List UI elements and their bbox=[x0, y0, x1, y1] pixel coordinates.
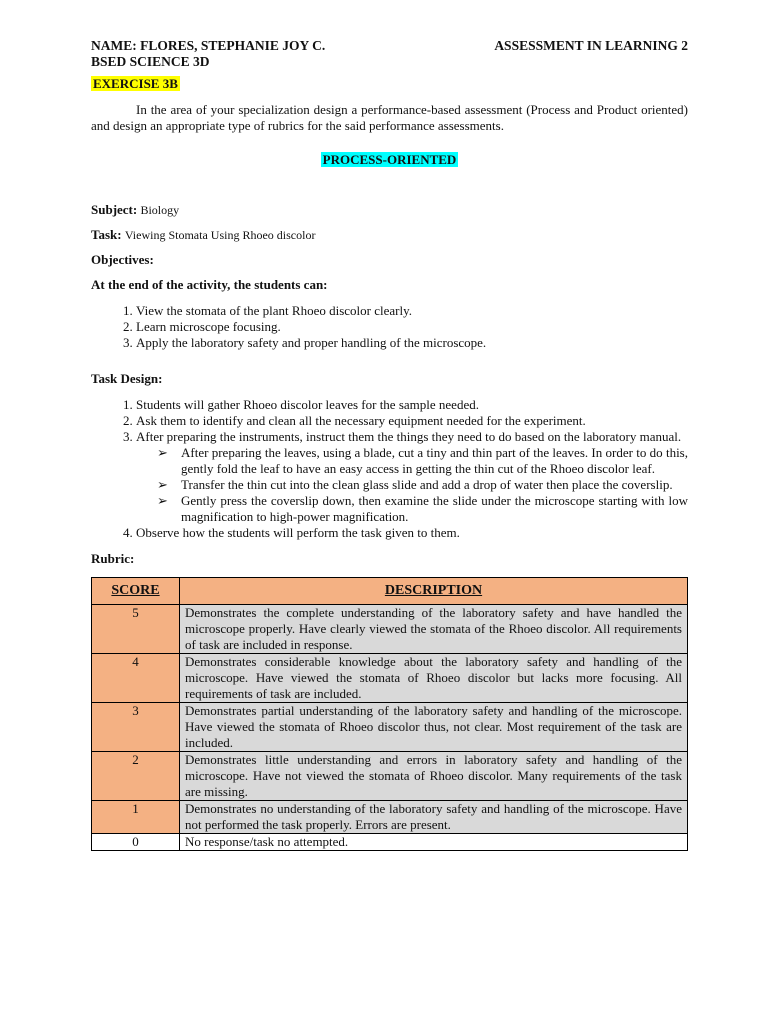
rubric-row bbox=[92, 654, 688, 703]
task-design-item: 2. Ask them to identify and clean all the necessary equipment needed for the experiment. bbox=[136, 413, 688, 429]
score-header: SCORE bbox=[92, 578, 180, 605]
score-cell: 1 bbox=[92, 801, 180, 834]
rubric-header-row bbox=[92, 578, 688, 605]
score-cell: 0 bbox=[92, 834, 180, 851]
description-cell: Demonstrates no understanding of the laboratory safety and handling of the microscope. Have not performed the task properly. Errors are present. bbox=[180, 801, 688, 834]
sub-step-item bbox=[157, 493, 688, 525]
header-row bbox=[91, 38, 688, 54]
exercise-label: EXERCISE 3B bbox=[93, 76, 178, 91]
task-design-item: 4. Observe how the students will perform the task given to them. bbox=[136, 525, 688, 541]
arrow-bullet-icon: ➢ bbox=[157, 493, 168, 508]
section-title: PROCESS-ORIENTED bbox=[322, 152, 457, 167]
section-label: BSED SCIENCE 3D bbox=[91, 54, 210, 69]
task-design-item-text: After preparing the instruments, instruct them the things they need to do based on the laboratory manual. bbox=[136, 429, 682, 444]
intro-paragraph: In the area of your specialization design a performance-based assessment (Process and Product oriented) and design an appropriate type of rubrics for the said performance assessments. bbox=[91, 102, 688, 133]
score-cell: 2 bbox=[92, 752, 180, 801]
score-cell: 3 bbox=[92, 703, 180, 752]
description-header: DESCRIPTION bbox=[180, 578, 688, 605]
objectives-list bbox=[91, 303, 688, 351]
arrow-bullet-icon: ➢ bbox=[157, 477, 168, 492]
objectives-label: Objectives: bbox=[91, 252, 154, 267]
sub-step-text: After preparing the leaves, using a blade, cut a tiny and thin part of the leaves. In order to do this, gently fold the leaf to have an easy access in getting the thin cut of the Rhoeo discolor leaf. bbox=[181, 445, 688, 476]
course-title: ASSESSMENT IN LEARNING 2 bbox=[494, 38, 688, 53]
task-design-item: 1. Students will gather Rhoeo discolor leaves for the sample needed. bbox=[136, 397, 688, 413]
student-name: NAME: FLORES, STEPHANIE JOY C. bbox=[91, 38, 326, 53]
rubric-row bbox=[92, 605, 688, 654]
task-design-item bbox=[136, 429, 688, 525]
subject-label: Subject: bbox=[91, 202, 138, 217]
objective-item: 3. Apply the laboratory safety and proper handling of the microscope. bbox=[136, 335, 688, 351]
score-cell: 4 bbox=[92, 654, 180, 703]
task-value: Viewing Stomata Using Rhoeo discolor bbox=[124, 228, 316, 242]
sub-step-item bbox=[157, 445, 688, 477]
rubric-row bbox=[92, 703, 688, 752]
rubric-row bbox=[92, 834, 688, 851]
sub-step-item bbox=[157, 477, 688, 493]
arrow-bullet-icon: ➢ bbox=[157, 445, 168, 460]
rubric-table bbox=[91, 577, 688, 851]
rubric-label: Rubric: bbox=[91, 551, 135, 566]
objectives-intro: At the end of the activity, the students can: bbox=[91, 277, 328, 292]
description-cell: Demonstrates little understanding and errors in laboratory safety and handling of the microscope. Have not viewed the stomata of Rhoeo discolor. Many requirements of the task are missing. bbox=[180, 752, 688, 801]
description-cell: No response/task no attempted. bbox=[180, 834, 688, 851]
sub-step-text: Gently press the coverslip down, then examine the slide under the microscope starting with low magnification to high-power magnification. bbox=[181, 493, 688, 524]
sub-steps-list bbox=[91, 445, 688, 525]
description-cell: Demonstrates partial understanding of the laboratory safety and handling of the microscope. Have viewed the stomata of Rhoeo discolor thus, not clear. Most requirement of the task are included. bbox=[180, 703, 688, 752]
subject-value: Biology bbox=[140, 203, 180, 217]
score-cell: 5 bbox=[92, 605, 180, 654]
subject-line bbox=[91, 202, 688, 218]
description-cell: Demonstrates the complete understanding of the laboratory safety and have handled the microscope properly. Have clearly viewed the stomata of the Rhoeo discolor. All requirements of task are included in response. bbox=[180, 605, 688, 654]
document-page bbox=[91, 38, 688, 851]
rubric-row bbox=[92, 752, 688, 801]
task-line bbox=[91, 227, 688, 243]
task-design-list bbox=[91, 397, 688, 541]
task-design-label: Task Design: bbox=[91, 371, 163, 386]
objective-item: 1. View the stomata of the plant Rhoeo discolor clearly. bbox=[136, 303, 688, 319]
sub-step-text: Transfer the thin cut into the clean glass slide and add a drop of water then place the coverslip. bbox=[181, 477, 673, 492]
objective-item: 2. Learn microscope focusing. bbox=[136, 319, 688, 335]
task-label: Task: bbox=[91, 227, 122, 242]
rubric-row bbox=[92, 801, 688, 834]
description-cell: Demonstrates considerable knowledge about the laboratory safety and handling of the microscope. Have viewed the stomata of Rhoeo discolor but lacks more focusing. All requirements of task are included. bbox=[180, 654, 688, 703]
